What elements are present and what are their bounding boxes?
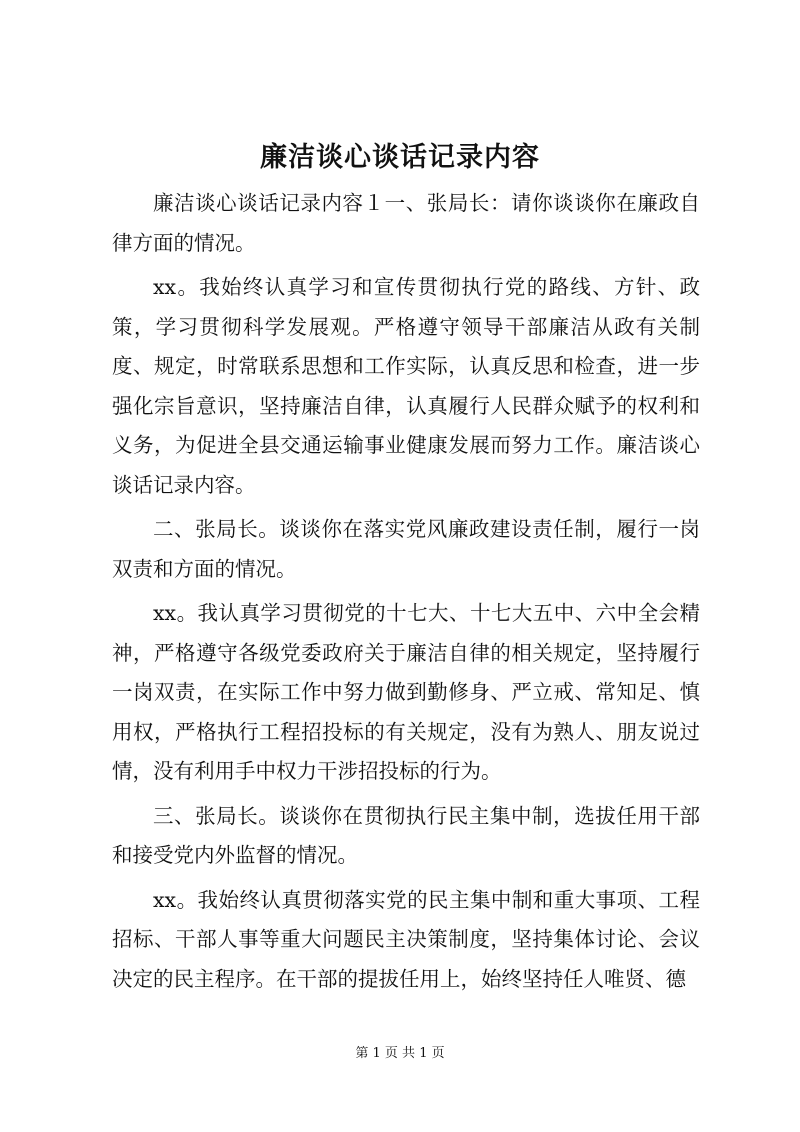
paragraph-1: 廉洁谈心谈话记录内容１一、张局长：请你谈谈你在廉政自律方面的情况。 <box>112 191 700 255</box>
page-number-footer: 第 1 页 共 1 页 <box>355 1046 445 1061</box>
document-body <box>112 184 700 1004</box>
paragraph-6: xx。我始终认真贯彻落实党的民主集中制和重大事项、工程招标、干部人事等重大问题民主决策制度，坚持集体讨论、会议决定的民主程序。在干部的提拔任用上，始终坚持任人唯贤、德 <box>112 887 700 991</box>
paragraph-5: 三、张局长。谈谈你在贯彻执行民主集中制，选拔任用干部和接受党内外监督的情况。 <box>112 803 700 867</box>
paragraph-3: 二、张局长。谈谈你在落实党风廉政建设责任制，履行一岗双责和方面的情况。 <box>112 517 700 581</box>
document-title: 廉洁谈心谈话记录内容 <box>260 142 540 173</box>
paragraph-4: xx。我认真学习贯彻党的十七大、十七大五中、六中全会精神，严格遵守各级党委政府关于廉洁自律的相关规定，坚持履行一岗双责，在实际工作中努力做到勤修身、严立戒、常知足、慎用权，严格执行工程招投标的有关规定，没有为熟人、朋友说过情，没有利用手中权力干涉招投标的行为。 <box>112 601 700 783</box>
paragraph-2: xx。我始终认真学习和宣传贯彻执行党的路线、方针、政策，学习贯彻科学发展观。严格遵守领导干部廉洁从政有关制度、规定，时常联系思想和工作实际，认真反思和检查，进一步强化宗旨意识，坚持廉洁自律，认真履行人民群众赋予的权利和义务，为促进全县交通运输事业健康发展而努力工作。廉洁谈心谈话记录内容。 <box>112 275 700 497</box>
